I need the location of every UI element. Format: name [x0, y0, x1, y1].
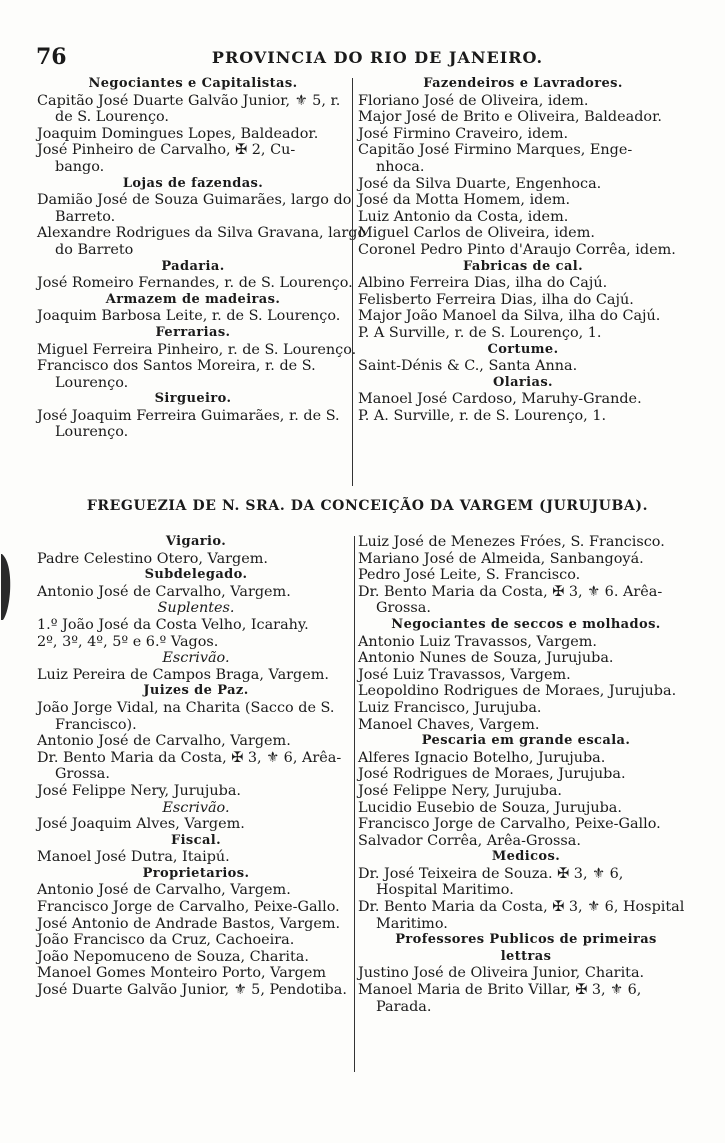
category-heading: Fazendeiros e Lavradores.	[423, 76, 623, 91]
entry-line: José Luiz Travassos, Vargem.	[358, 666, 571, 683]
category-heading: Padaria.	[161, 258, 225, 274]
category-heading: Juizes de Paz.	[143, 683, 249, 699]
entry-line: Manoel Chaves, Vargem.	[358, 716, 540, 733]
entry-line: Leopoldino Rodrigues de Moraes, Jurujuba.	[358, 683, 677, 700]
entry-line: José Felippe Nery, Jurujuba.	[37, 782, 241, 799]
entry-line: José Romeiro Fernandes, r. de S. Lourenço.	[37, 275, 353, 292]
category-heading: Cortume.	[487, 341, 559, 357]
entry-line: Francisco dos Santos Moreira, r. de S.	[37, 358, 316, 375]
entry-line: José Felippe Nery, Jurujuba.	[358, 782, 562, 799]
entry-line: João Francisco da Cruz, Cachoeira.	[37, 932, 295, 949]
entry-line: Luiz Antonio da Costa, idem.	[358, 208, 569, 225]
entry-line: Dr. José Teixeira de Souza. ✠ 3, ⚜ 6,	[358, 865, 624, 882]
entry-line: Antonio Luiz Travassos, Vargem.	[358, 633, 598, 650]
entry-line: Felisberto Ferreira Dias, ilha do Cajú.	[358, 291, 634, 308]
category-heading: Negociantes e Capitalistas.	[88, 76, 298, 91]
entry-continuation: Lourenço.	[55, 374, 129, 391]
entry-line: Manoel Maria de Brito Villar, ✠ 3, ⚜ 6,	[358, 982, 642, 999]
entry-line: Luiz José de Menezes Fróes, S. Francisco.	[358, 534, 665, 550]
role-subheading: Suplentes.	[157, 600, 235, 617]
entry-line: Dr. Bento Maria da Costa, ✠ 3, ⚜ 6. Arêa-	[358, 583, 663, 600]
category-heading: Fabricas de cal.	[462, 258, 584, 274]
page-edge-mark	[0, 548, 14, 624]
entry-line: Saint-Dénis & C., Santa Anna.	[358, 358, 578, 375]
running-head: PROVINCIA DO RIO DE JANEIRO.	[211, 48, 544, 67]
entry-continuation: nhoca.	[376, 158, 425, 175]
role-subheading: Escrivão.	[162, 650, 230, 667]
entry-line: Joaquim Domingues Lopes, Baldeador.	[37, 125, 319, 142]
entry-line: Capitão José Duarte Galvão Junior, ⚜ 5, r.	[37, 92, 341, 109]
category-heading: Negociantes de seccos e molhados.	[391, 616, 661, 632]
entry-line: José Rodrigues de Moraes, Jurujuba.	[358, 766, 626, 783]
entry-line: P. A. Surville, r. de S. Lourenço, 1.	[358, 407, 607, 424]
entry-line: Antonio José de Carvalho, Vargem.	[37, 583, 291, 600]
category-heading: lettras	[500, 948, 552, 964]
entry-line: José Firmino Craveiro, idem.	[358, 125, 569, 142]
entry-line: Francisco Jorge de Carvalho, Peixe-Gallo.	[358, 816, 661, 833]
section-title: FREGUEZIA DE N. SRA. DA CONCEIÇÃO DA VARGEM (JURUJUBA).	[86, 498, 649, 514]
role-subheading: Escrivão.	[162, 799, 230, 816]
category-heading: Fiscal.	[170, 832, 222, 848]
entry-line: Coronel Pedro Pinto d'Araujo Corrêa, idem.	[358, 241, 676, 258]
entry-line: 1.º João José da Costa Velho, Icarahy.	[37, 616, 309, 633]
entry-line: José Joaquim Ferreira Guimarães, r. de S.	[37, 407, 340, 424]
entry-line: P. A Surville, r. de S. Lourenço, 1.	[358, 324, 602, 341]
entry-line: Dr. Bento Maria da Costa, ✠ 3, ⚜ 6, Hospital	[358, 899, 685, 916]
category-heading: Pescaria em grande escala.	[421, 733, 631, 749]
entry-continuation: bango.	[55, 158, 105, 175]
entry-line: José Antonio de Andrade Bastos, Vargem.	[37, 915, 341, 932]
entry-continuation: Parada.	[376, 998, 432, 1015]
entry-line: Justino José de Oliveira Junior, Charita.	[358, 965, 645, 982]
entry-line: Antonio Nunes de Souza, Jurujuba.	[358, 650, 614, 667]
entry-line: 2º, 3º, 4º, 5º e 6.º Vagos.	[37, 633, 219, 650]
entry-line: Salvador Corrêa, Arêa-Grossa.	[358, 832, 581, 849]
entry-line: José Pinheiro de Carvalho, ✠ 2, Cu-	[37, 142, 296, 159]
category-heading: Professores Publicos de primeiras	[395, 932, 657, 948]
column-rule-top	[352, 78, 353, 486]
category-heading: Lojas de fazendas.	[122, 175, 264, 191]
entry-line: Francisco Jorge de Carvalho, Peixe-Gallo.	[37, 899, 340, 916]
category-heading: Sirgueiro.	[154, 391, 232, 407]
entry-continuation: de S. Lourenço.	[55, 109, 169, 126]
category-heading: Ferrarias.	[155, 324, 231, 340]
top-left-column	[37, 76, 367, 441]
entry-continuation: Grossa.	[376, 600, 431, 617]
bottom-right-column	[358, 534, 694, 1015]
entry-line: Joaquim Barbosa Leite, r. de S. Lourenço.	[37, 308, 341, 325]
category-heading: Subdelegado.	[144, 567, 248, 583]
entry-line: Manoel Gomes Monteiro Porto, Vargem	[37, 965, 327, 982]
entry-line: Mariano José de Almeida, Sanbangoyá.	[358, 550, 644, 567]
entry-line: Floriano José de Oliveira, idem.	[358, 92, 589, 109]
entry-line: Padre Celestino Otero, Vargem.	[37, 550, 268, 567]
category-heading: Medicos.	[491, 849, 561, 865]
entry-line: José Joaquim Alves, Vargem.	[37, 816, 245, 833]
category-heading: Olarias.	[493, 374, 553, 390]
bottom-left-column	[37, 534, 355, 999]
entry-line: Damião José de Souza Guimarães, largo do	[37, 192, 352, 209]
entry-line: Antonio José de Carvalho, Vargem.	[37, 882, 291, 899]
entry-line: Alferes Ignacio Botelho, Jurujuba.	[358, 749, 606, 766]
entry-continuation: Hospital Maritimo.	[376, 882, 514, 899]
entry-line: Lucidio Eusebio de Souza, Jurujuba.	[358, 799, 622, 816]
top-right-column	[358, 76, 688, 424]
entry-line: Major João Manoel da Silva, ilha do Cajú.	[358, 308, 661, 325]
entry-continuation: Lourenço.	[55, 424, 129, 441]
entry-line: Luiz Francisco, Jurujuba.	[358, 699, 542, 716]
entry-line: Pedro José Leite, S. Francisco.	[358, 567, 581, 584]
entry-line: José da Silva Duarte, Engenhoca.	[358, 175, 602, 192]
category-heading: Proprietarios.	[142, 865, 250, 881]
entry-line: Manoel José Cardoso, Maruhy-Grande.	[358, 391, 642, 408]
entry-line: José Duarte Galvão Junior, ⚜ 5, Pendotiba.	[37, 982, 347, 999]
entry-line: Dr. Bento Maria da Costa, ✠ 3, ⚜ 6, Arêa-	[37, 749, 342, 766]
entry-line: Miguel Carlos de Oliveira, idem.	[358, 225, 595, 242]
entry-line: Antonio José de Carvalho, Vargem.	[37, 733, 291, 750]
entry-continuation: do Barreto	[55, 241, 134, 258]
entry-continuation: Francisco).	[55, 716, 137, 733]
entry-line: Manoel José Dutra, Itaipú.	[37, 849, 230, 866]
entry-line: Albino Ferreira Dias, ilha do Cajú.	[358, 275, 608, 292]
entry-continuation: Barreto.	[55, 208, 116, 225]
entry-continuation: Maritimo.	[376, 915, 448, 932]
entry-line: Capitão José Firmino Marques, Enge-	[358, 142, 633, 159]
entry-line: Alexandre Rodrigues da Silva Gravana, largo	[37, 225, 367, 242]
entry-continuation: Grossa.	[55, 766, 110, 783]
entry-line: João Jorge Vidal, na Charita (Sacco de S.	[37, 699, 335, 716]
category-heading: Vigario.	[165, 534, 227, 549]
entry-line: Miguel Ferreira Pinheiro, r. de S. Lourenço.	[37, 341, 357, 358]
entry-line: José da Motta Homem, idem.	[358, 192, 571, 209]
column-rule-bottom	[354, 536, 355, 1072]
page-number: 76	[36, 44, 67, 70]
category-heading: Armazem de madeiras.	[105, 291, 281, 307]
entry-line: Luiz Pereira de Campos Braga, Vargem.	[37, 666, 329, 683]
entry-line: João Nepomuceno de Souza, Charita.	[37, 948, 309, 965]
entry-line: Major José de Brito e Oliveira, Baldeador.	[358, 109, 662, 126]
